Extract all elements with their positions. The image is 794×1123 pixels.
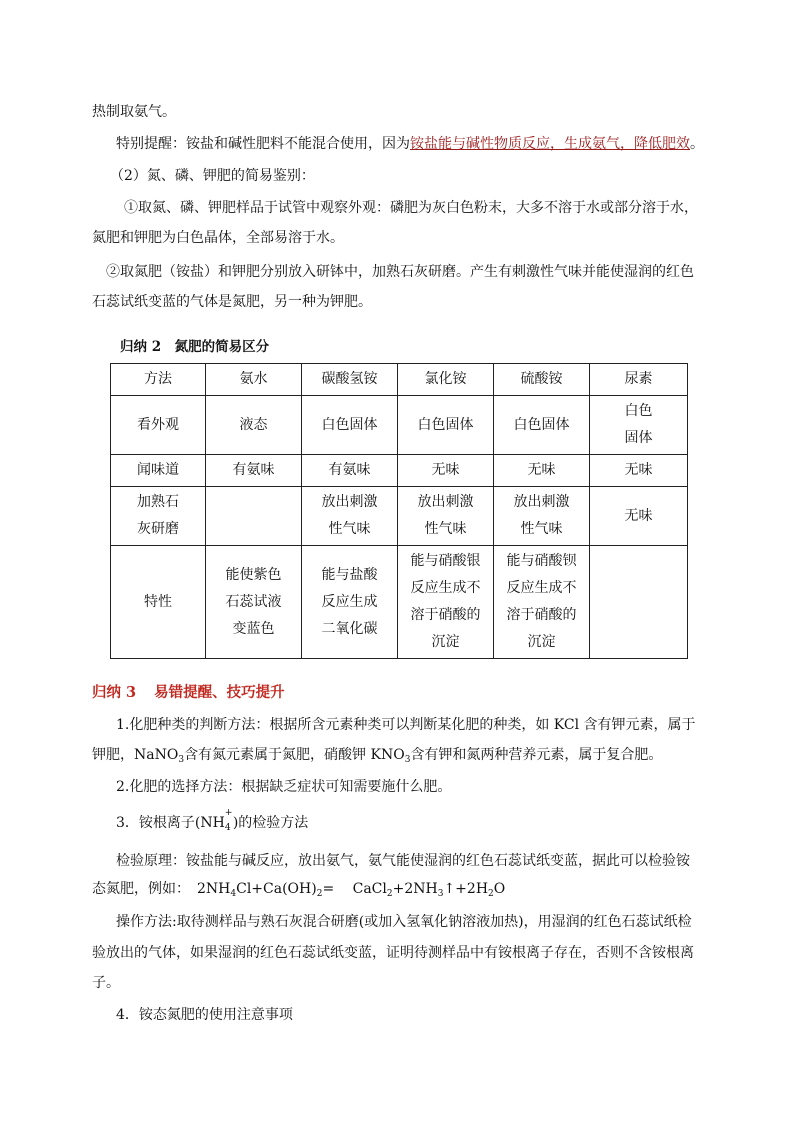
table-row [111,396,688,455]
paragraph-4-line-1: 检验原理：铵盐能与碱反应，放出氨气，氨气能使湿润的红色石蕊试纸变蓝，据此可以检验铵 [116,853,690,869]
text-run: +2NH [392,881,438,897]
table-row [111,487,688,546]
table-cell: 有氨味 [302,455,398,487]
subscript: 2 [488,889,494,899]
subscript: 3 [437,889,444,899]
summary-3-label: 归纳 3 [92,684,137,701]
table-header-cell: 碳酸氢铵 [302,364,398,396]
subscript: 4 [224,823,231,833]
tip-suffix: 。 [690,136,704,152]
table-cell: 看外观 [111,396,206,455]
table-cell: 液态 [206,396,302,455]
table-cell: 能与盐酸 反应生成 二氧化碳 [302,546,398,659]
table-cell [206,487,302,546]
item-2-line-2: 石蕊试纸变蓝的气体是氮肥，另一种为钾肥。 [92,294,372,310]
table-row [111,546,688,659]
text-run: Cl+Ca(OH) [236,881,317,897]
table-cell: 白色固体 [302,396,398,455]
table-cell: 无味 [494,455,590,487]
table-cell: 加熟石 灰研磨 [111,487,206,546]
table-header-row [111,364,688,396]
nitrogen-fertilizer-table [110,363,688,659]
table-header-cell: 尿素 [590,364,688,396]
table-cell: 白色 固体 [590,396,688,455]
subscript: 2 [386,889,393,899]
text-run: 钾肥，NaNO [92,747,179,763]
text-run: )的检验方法 [232,815,309,831]
table-cell: 能使紫色 石蕊试液 变蓝色 [206,546,302,659]
tip-prefix: 特别提醒：铵盐和碱性肥料不能混合使用，因为 [116,136,410,152]
subscript: 3 [404,755,411,765]
paragraph-5-line-1: 操作方法:取待测样品与熟石灰混合研磨(或加入氢氧化钠溶液加热)，用湿润的红色石蕊试纸检 [116,914,692,930]
text-run: O [493,881,506,897]
subscript: 2 [316,889,323,899]
table-cell: 能与硝酸银 反应生成不 溶于硝酸的 沉淀 [398,546,494,659]
table-cell: 闻味道 [111,455,206,487]
table-cell: 放出刺激 性气味 [494,487,590,546]
table-cell: 放出刺激 性气味 [398,487,494,546]
table-header-cell: 硫酸铵 [494,364,590,396]
table-header-cell: 氨水 [206,364,302,396]
subscript: 3 [178,755,185,765]
superscript: + [224,808,233,818]
table-cell: 有氨味 [206,455,302,487]
table-cell: 无味 [590,487,688,546]
text-run: = CaCl [322,881,387,897]
paragraph-top: 热制取氨气。 [92,104,176,120]
text-run: 含有氮元素属于氮肥，硝酸钾 KNO [184,747,405,763]
table-row [111,455,688,487]
table-cell: 能与硝酸钡 反应生成不 溶于硝酸的 沉淀 [494,546,590,659]
paragraph-4-line-2 [92,879,505,904]
text-run: 态氮肥，例如： 2NH [92,881,231,897]
paragraph-1-line-2 [92,745,662,770]
text-run: 含有钾和氮两种营养元素，属于复合肥。 [410,747,663,763]
item-1-line-1: ①取氮、磷、钾肥样品于试管中观察外观：磷肥为灰白色粉末，大多不溶于水或部分溶于水， [124,200,698,216]
table-cell: 白色固体 [494,396,590,455]
item-1-line-2: 氮肥和钾肥为白色晶体，全部易溶于水。 [92,230,344,246]
summary-3-heading [92,683,285,703]
tip-highlight: 铵盐能与碱性物质反应，生成氨气，降低肥效 [410,136,690,152]
paragraph-6: 4．铵态氮肥的使用注意事项 [116,1007,293,1023]
text-run: ↑+2H [443,881,489,897]
table-cell: 放出刺激 性气味 [302,487,398,546]
table-cell [590,546,688,659]
paragraph-2: 2.化肥的选择方法：根据缺乏症状可知需要施什么肥。 [116,779,452,795]
text-run: 3．铵根离子(NH [116,815,225,831]
paragraph-5-line-3: 子。 [92,975,120,991]
table-cell: 白色固体 [398,396,494,455]
paragraph-5-line-2: 验放出的气体，如果湿润的红色石蕊试纸变蓝，证明待测样品中有铵根离子存在，否则不含铵根离 [92,945,694,961]
table-cell: 无味 [398,455,494,487]
paragraph-1-line-1: 1.化肥种类的判断方法：根据所含元素种类可以判断某化肥的种类，如 KCl 含有钾元素，属于 [116,717,696,733]
special-tip [116,134,704,154]
subscript: 4 [230,889,237,899]
table-cell: 无味 [590,455,688,487]
summary-3-title: 易错提醒、技巧提升 [154,684,285,701]
summary-2-title: 归纳 2 氮肥的简易区分 [120,339,270,355]
table-header-cell: 氯化铵 [398,364,494,396]
section-2-title: （2）氮、磷、钾肥的简易鉴别： [110,168,315,184]
item-2-line-1: ②取氮肥（铵盐）和钾肥分别放入研钵中，加熟石灰研磨。产生有刺激性气味并能使湿润的红色 [106,264,694,280]
table-header-cell: 方法 [111,364,206,396]
paragraph-3 [116,808,309,838]
table-cell: 特性 [111,546,206,659]
